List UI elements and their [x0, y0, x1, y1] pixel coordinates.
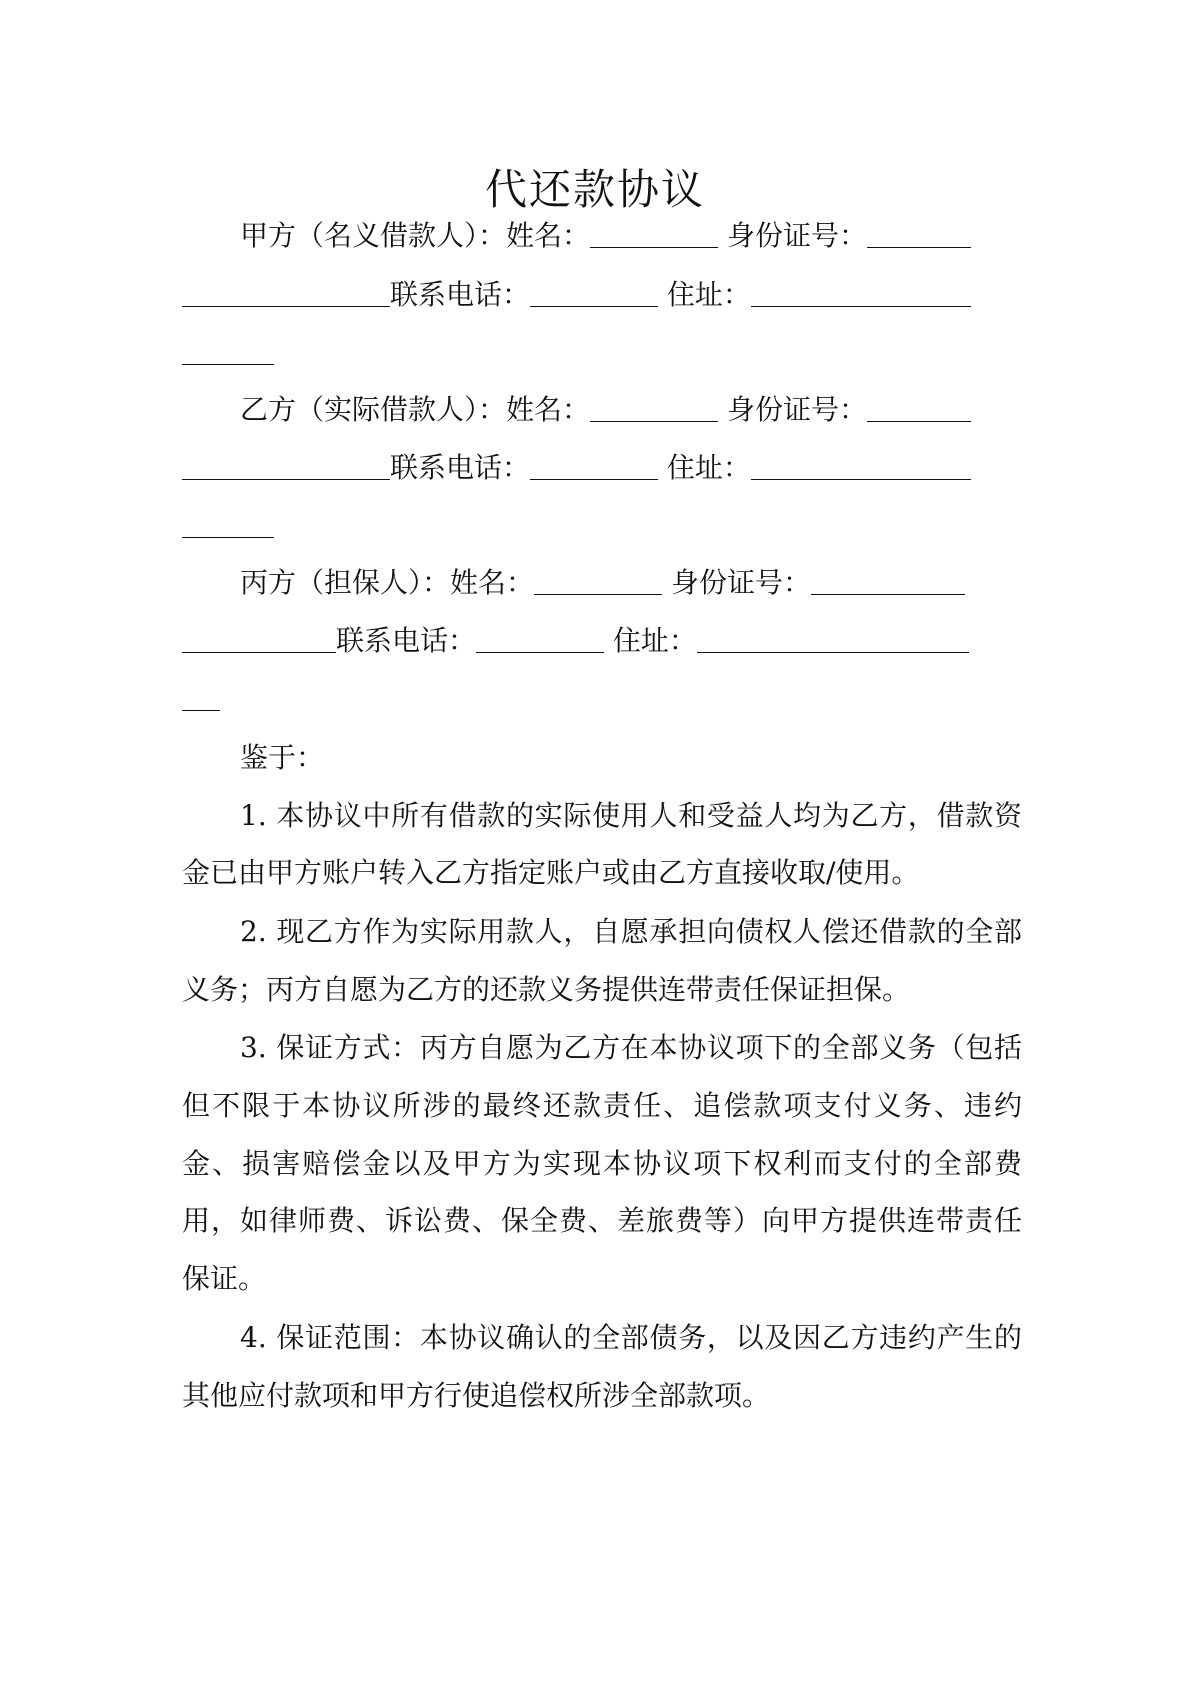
party-b-id-blank	[867, 391, 971, 422]
clause-3-line-4: 用，如律师费、诉讼费、保全费、差旅费等）向甲方提供连带责任	[182, 1204, 1022, 1237]
party-c-name-blank	[534, 564, 662, 595]
party-a-line-1	[182, 216, 1080, 256]
clause-2-line-1: 2. 现乙方作为实际用款人，自愿承担向债权人偿还借款的全部	[240, 915, 1022, 948]
party-b-id-label: 身份证号：	[726, 393, 867, 426]
clause-3-line-5: 保证。	[182, 1262, 267, 1295]
party-a-address-blank	[751, 276, 971, 307]
clause-3-line-3: 金、损害赔偿金以及甲方为实现本协议项下权利而支付的全部费	[182, 1147, 1022, 1180]
party-c-id-blank-cont	[182, 622, 336, 653]
clause-4-line-1: 4. 保证范围：本协议确认的全部债务，以及因乙方违约产生的	[240, 1321, 1022, 1354]
party-a-address-label: 住址：	[666, 278, 751, 311]
party-a-label: 甲方（名义借款人）：	[240, 219, 507, 252]
party-b-phone-blank	[530, 449, 658, 480]
clause-3-line-2: 但不限于本协议所涉的最终还款责任、追偿款项支付义务、违约	[182, 1089, 1022, 1122]
party-b-address-label: 住址：	[666, 451, 751, 484]
party-b-label: 乙方（实际借款人）：	[240, 393, 507, 426]
party-c-label: 丙方（担保人）：	[240, 566, 451, 599]
whereas-heading: 鉴于：	[240, 741, 325, 774]
party-c-address-blank-cont	[182, 680, 220, 711]
party-a-id-blank	[867, 217, 971, 248]
party-a-name-blank	[590, 217, 718, 248]
party-a-address-blank-cont	[182, 334, 274, 365]
party-b-id-blank-cont	[182, 449, 390, 480]
party-c-line-1	[182, 563, 1080, 603]
party-b-name-blank	[590, 391, 718, 422]
party-a-line-3	[182, 333, 1022, 373]
party-a-phone-label: 联系电话：	[390, 278, 531, 311]
party-a-name-label: 姓名：	[506, 219, 591, 252]
party-a-phone-blank	[530, 276, 658, 307]
clause-1-line-2: 金已由甲方账户转入乙方指定账户或由乙方直接收取/使用。	[182, 856, 920, 889]
party-c-line-3	[182, 679, 1022, 719]
party-c-line-2	[182, 621, 1022, 661]
party-c-phone-label: 联系电话：	[336, 624, 477, 657]
party-a-id-label: 身份证号：	[726, 219, 867, 252]
party-b-line-3	[182, 506, 1022, 546]
clause-4-line-2: 其他应付款项和甲方行使追偿权所涉全部款项。	[182, 1379, 771, 1412]
party-b-line-1	[182, 390, 1080, 430]
party-a-id-blank-cont	[182, 276, 390, 307]
document-title: 代还款协议	[484, 165, 705, 214]
party-b-address-blank	[751, 449, 971, 480]
party-b-address-blank-cont	[182, 507, 274, 538]
party-b-name-label: 姓名：	[506, 393, 591, 426]
party-c-phone-blank	[476, 622, 604, 653]
party-c-id-label: 身份证号：	[670, 566, 811, 599]
party-c-name-label: 姓名：	[450, 566, 535, 599]
party-a-line-2	[182, 275, 1022, 315]
party-c-id-blank	[811, 564, 965, 595]
party-b-phone-label: 联系电话：	[390, 451, 531, 484]
clause-3-line-1: 3. 保证方式：丙方自愿为乙方在本协议项下的全部义务（包括	[240, 1031, 1022, 1064]
party-c-address-blank	[697, 622, 969, 653]
party-b-line-2	[182, 448, 1022, 488]
clause-2-line-2: 义务；丙方自愿为乙方的还款义务提供连带责任保证担保。	[182, 973, 911, 1006]
party-c-address-label: 住址：	[612, 624, 697, 657]
clause-1-line-1: 1. 本协议中所有借款的实际使用人和受益人均为乙方，借款资	[240, 799, 1022, 832]
